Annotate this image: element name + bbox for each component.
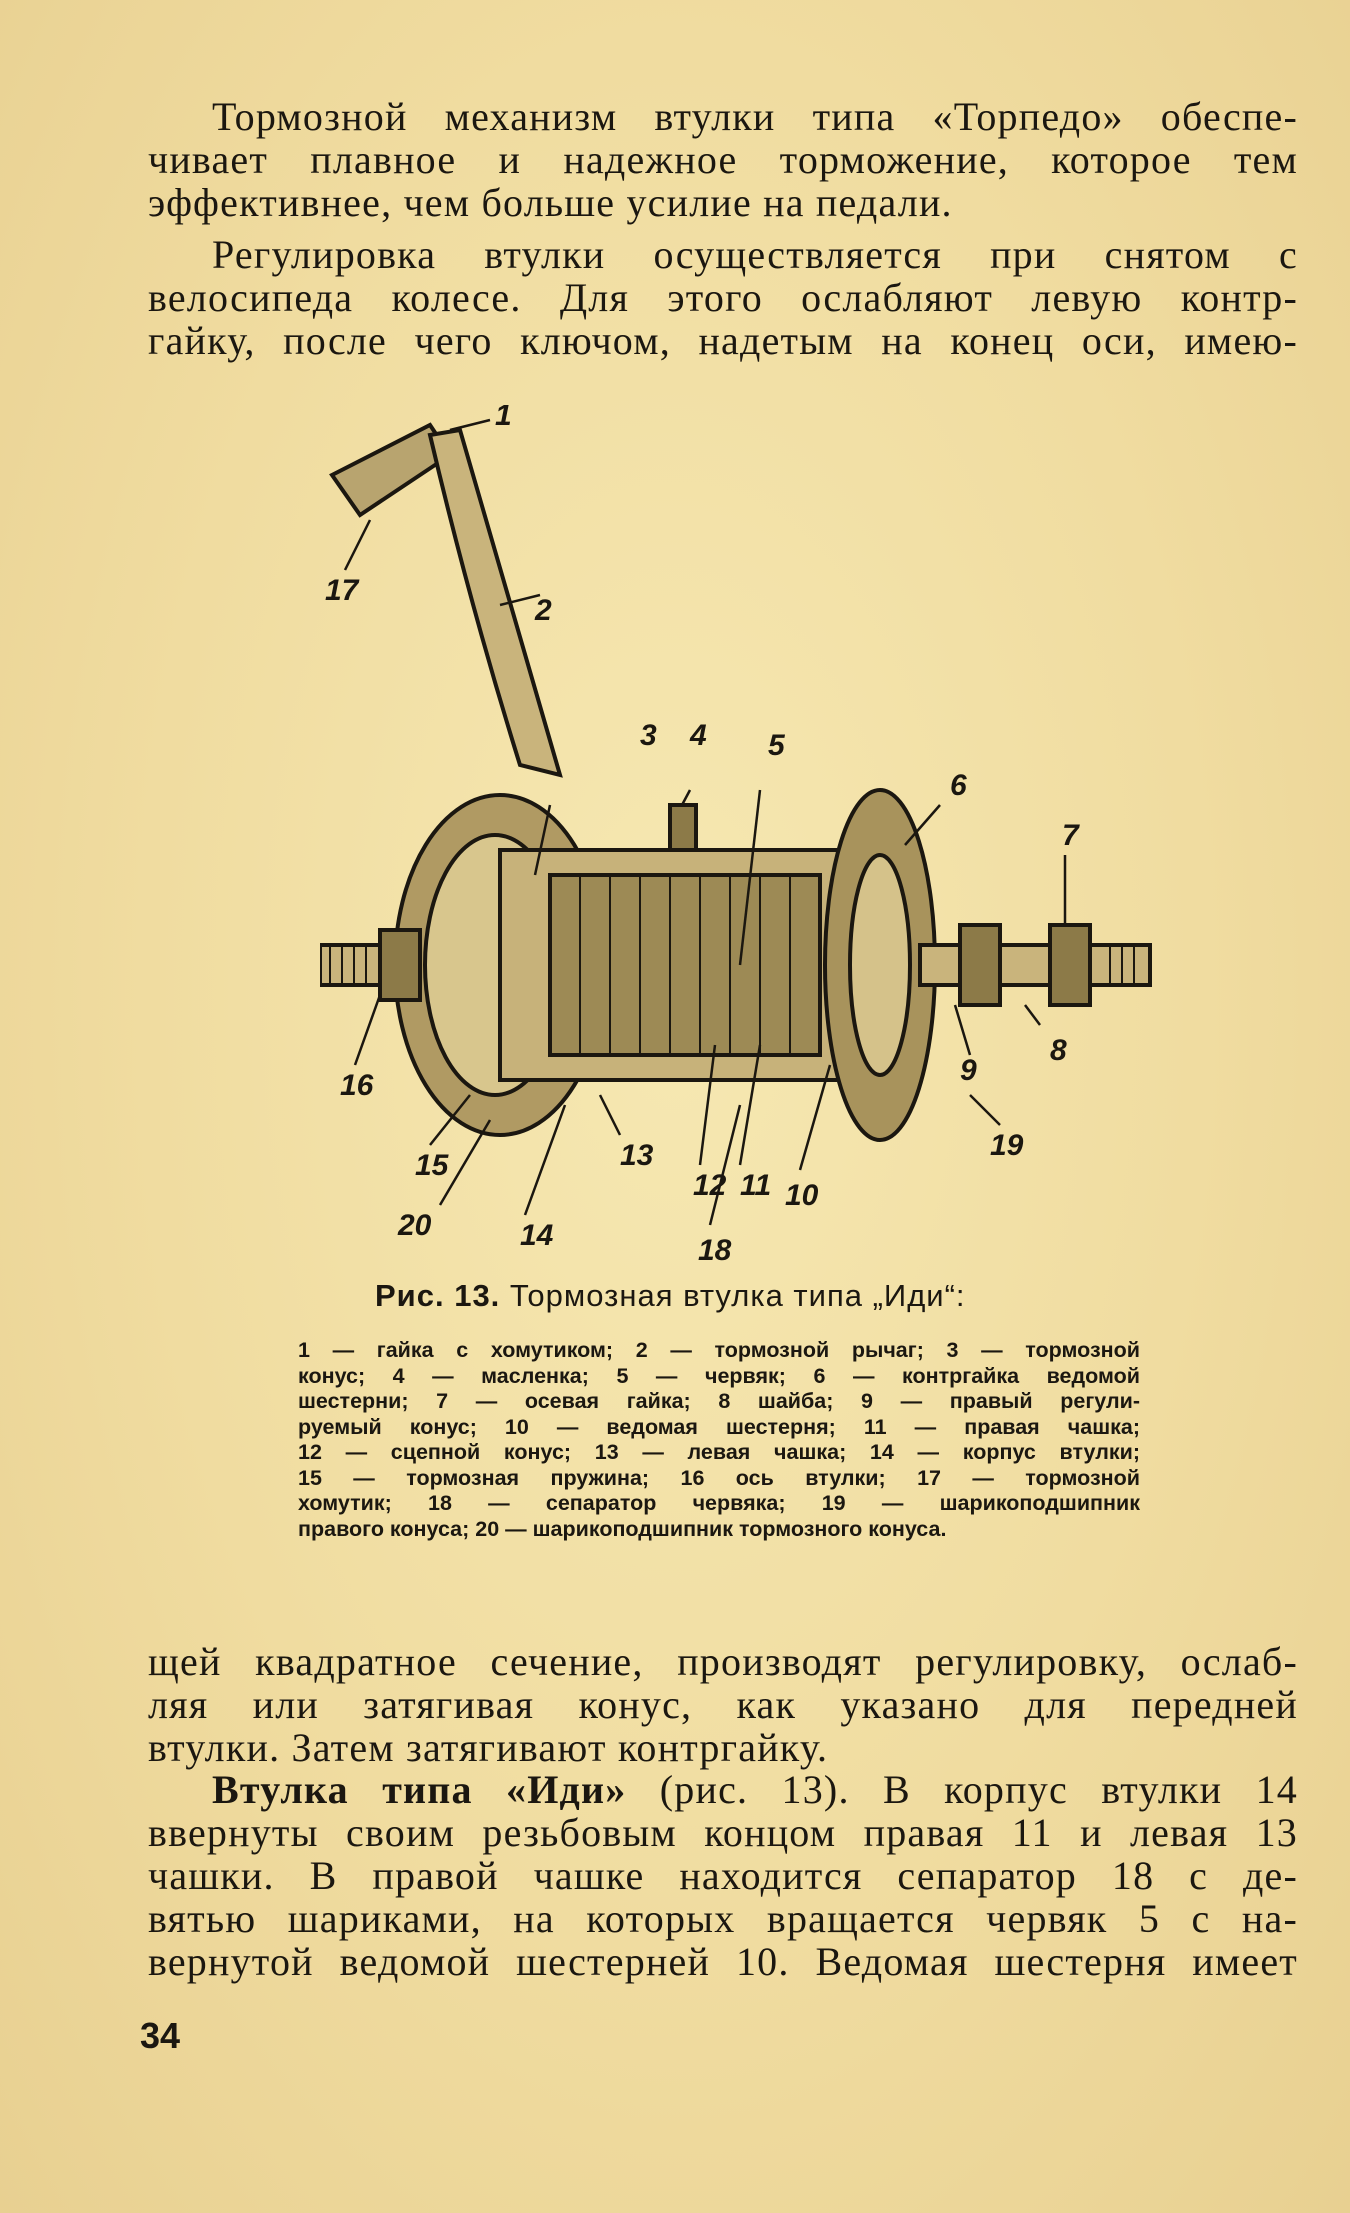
part-label: 5 xyxy=(768,729,785,762)
top-paragraph-1 xyxy=(148,95,1298,224)
legend-line: шестерни; 7 — осевая гайка; 8 шайба; 9 — правый регули- xyxy=(298,1389,1140,1413)
bottom-paragraph-1 xyxy=(148,1640,1298,1769)
text-line: велосипеда колесе. Для этого ослабляют левую контр- xyxy=(148,275,1298,320)
part-label: 14 xyxy=(520,1219,554,1252)
part-label: 11 xyxy=(740,1169,772,1202)
bottom-paragraph-2 xyxy=(148,1768,1298,1983)
part-label: 19 xyxy=(990,1129,1024,1162)
legend-line: руемый конус; 10 — ведомая шестерня; 11 — правая чашка; xyxy=(298,1414,1140,1439)
part-label: 1 xyxy=(495,405,512,432)
axle-right xyxy=(920,945,1150,985)
text-line: Тормозной механизм втулки типа «Торпедо» обеспе- xyxy=(212,94,1298,139)
text-line: щей квадратное сечение, производят регулировку, ослаб- xyxy=(148,1639,1298,1684)
text-line: ляя или затягивая конус, как указано для передней xyxy=(148,1682,1298,1727)
text-line: чашки. В правой чашке находится сепаратор 18 с де- xyxy=(148,1853,1298,1898)
text-line xyxy=(148,1768,1298,1811)
legend-line: 15 — тормозная пружина; 16 ось втулки; 17 — тормозной xyxy=(298,1465,1140,1490)
legend-line: 12 — сцепной конус; 13 — левая чашка; 14 — корпус втулки; xyxy=(298,1440,1140,1464)
legend-line: хомутик; 18 — сепаратор червяка; 19 — шарикоподшипник xyxy=(298,1491,1140,1515)
oiler xyxy=(670,805,696,850)
text-line: вернутой ведомой шестерней 10. Ведомая шестерня имеет xyxy=(148,1939,1298,1984)
figure-caption-text: Тормозная втулка типа „Иди“: xyxy=(509,1278,966,1313)
figure-caption xyxy=(375,1278,1195,1314)
part-label: 18 xyxy=(698,1234,732,1265)
text-line: Регулировка втулки осуществляется при снятом с xyxy=(212,232,1298,277)
legend-line: конус; 4 — масленка; 5 — червяк; 6 — контргайка ведомой xyxy=(298,1363,1140,1388)
part-label: 17 xyxy=(325,574,359,607)
part-label: 15 xyxy=(415,1149,449,1182)
text-line: ввернуты своим резьбовым концом правая 11 и левая 13 xyxy=(148,1810,1298,1855)
section-lead: Втулка типа «Иди» xyxy=(212,1767,627,1812)
figure-legend xyxy=(298,1338,1140,1542)
part-label: 9 xyxy=(960,1054,977,1087)
text-line: вятью шариками, на которых вращается червяк 5 с на- xyxy=(148,1896,1298,1941)
part-label: 4 xyxy=(690,719,707,752)
page-number: 34 xyxy=(140,2015,181,2056)
figure-number: Рис. 13. xyxy=(375,1278,501,1313)
legend-line: 1 — гайка с хомутиком; 2 — тормозной рычаг; 3 — тормозной xyxy=(298,1338,1140,1362)
part-label: 16 xyxy=(340,1069,374,1102)
part-label: 13 xyxy=(620,1139,654,1172)
top-paragraph-2 xyxy=(148,233,1298,362)
part-label: 12 xyxy=(693,1169,727,1202)
part-label: 20 xyxy=(398,1209,432,1242)
text-line: чивает плавное и надежное торможение, которое тем xyxy=(148,137,1298,182)
part-label: 6 xyxy=(950,769,967,802)
text-line: втулки. Затем затягивают контргайку. xyxy=(148,1725,829,1770)
legend-line: правого конуса; 20 — шарикоподшипник тормозного конуса. xyxy=(298,1516,947,1541)
text-line: гайку, после чего ключом, надетым на конец оси, имею- xyxy=(148,318,1298,363)
hub-drawing xyxy=(320,405,1180,1265)
part-label: 2 xyxy=(535,594,552,627)
text-fragment: (рис. 13). В корпус втулки 14 xyxy=(626,1767,1298,1812)
part-label: 3 xyxy=(640,719,657,752)
hub-illustration xyxy=(320,405,1180,1265)
text-line: эффективнее, чем больше усилие на педали. xyxy=(148,180,953,225)
part-label: 10 xyxy=(785,1179,819,1212)
part-label: 8 xyxy=(1050,1034,1067,1067)
part-label: 7 xyxy=(1062,819,1079,852)
